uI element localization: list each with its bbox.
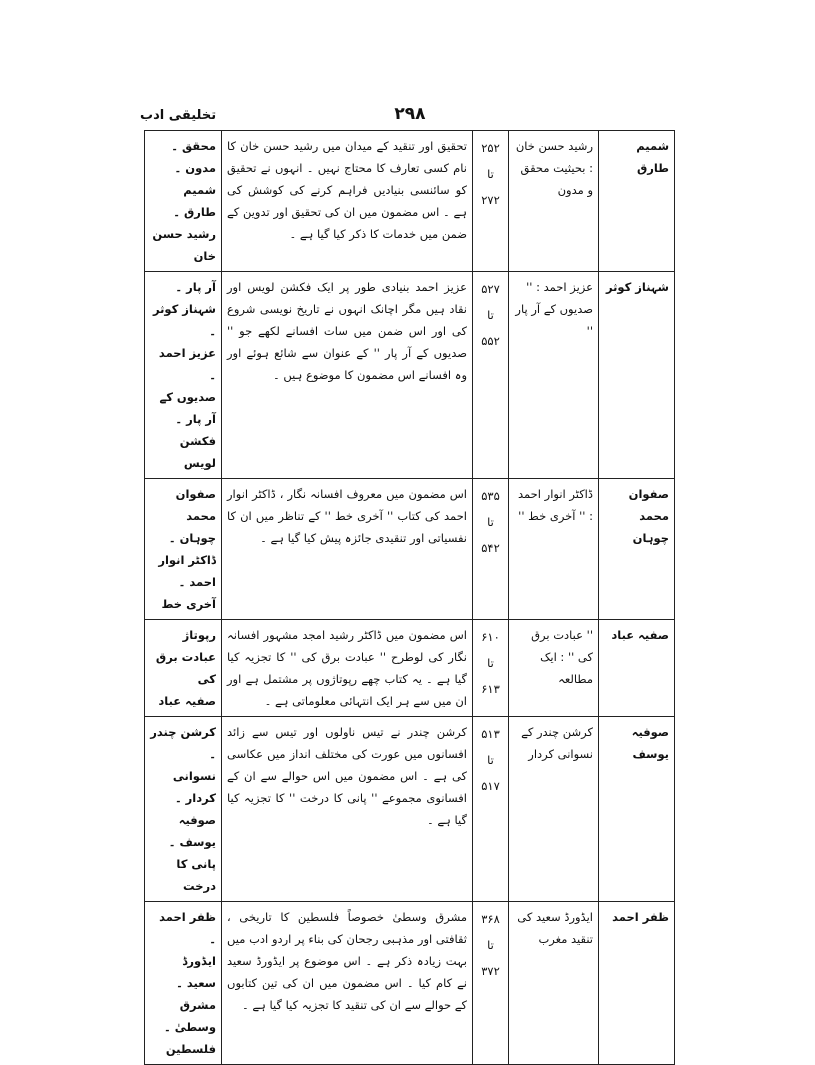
title-cell: ڈاکٹر انوار احمد : '' آخری خط '' <box>509 479 599 620</box>
page-to: ۵۱۷ <box>481 779 500 793</box>
title-cell: '' عبادت برق کی '' : ایک مطالعہ <box>509 620 599 717</box>
author-cell: صفیہ عباد <box>599 620 675 717</box>
keywords-cell <box>145 272 222 479</box>
pages-cell <box>473 717 509 902</box>
table-row <box>145 272 675 479</box>
page-to: ۳۷۲ <box>481 964 500 978</box>
keyword: رشید حسن خان <box>152 227 216 263</box>
page-to: ۲۷۲ <box>481 193 500 207</box>
title-cell: ایڈورڈ سعید کی تنقید مغرب <box>509 902 599 1065</box>
keyword: آر پار ۔ فکشن <box>175 412 216 448</box>
table-row <box>145 479 675 620</box>
keyword: شہناز کوثر ۔ <box>152 302 216 338</box>
title-cell: رشید حسن خان : بحیثیت محقق و مدون <box>509 131 599 272</box>
page-to-word: تا <box>487 938 494 952</box>
page-to: ۵۴۲ <box>481 541 500 555</box>
page-to-word: تا <box>487 753 494 767</box>
article-index-table <box>144 130 675 1065</box>
table-row <box>145 902 675 1065</box>
keyword: صوفیہ یوسف ۔ <box>168 813 216 849</box>
summary-cell: عزیز احمد بنیادی طور پر ایک فکشن لویس اور نقاد ہیں مگر اچانک انہوں نے تاریخ نویسی شروع کی اور اس ضمن میں سات افسانے لکھے جو '' صدیوں کے آر پار '' کے عنوان سے شائع ہوئے اور وہ افسانے اس مضمون کا موضوع ہیں ۔ <box>222 272 473 479</box>
pages-cell <box>473 902 509 1065</box>
keyword: ڈاکٹر انوار احمد ۔ <box>158 553 216 589</box>
table-body <box>145 131 675 1065</box>
author-cell: صفوان محمد چوہان <box>599 479 675 620</box>
pages-cell <box>473 620 509 717</box>
keyword: آخری خط <box>161 597 216 611</box>
page-to: ۶۱۳ <box>481 682 500 696</box>
summary-cell: تحقیق اور تنقید کے میدان میں رشید حسن خان کا نام کسی تعارف کا محتاج نہیں ۔ انہوں نے تحقیق کو سائنسی بنیادیں فراہم کرنے کی کوشش کی ہے ۔ اس مضمون میں ان کی تحقیق اور تدوین کے ضمن میں خدمات کا ذکر کیا گیا ہے ۔ <box>222 131 473 272</box>
keyword: ظفر احمد ۔ <box>159 910 216 946</box>
page-to: ۵۵۲ <box>481 334 500 348</box>
author-cell: صوفیہ یوسف <box>599 717 675 902</box>
page-to-word: تا <box>487 167 494 181</box>
page-from: ۵۱۳ <box>481 727 500 741</box>
pages-cell <box>473 131 509 272</box>
keywords-cell <box>145 131 222 272</box>
running-head: تخلیقی ادب <box>140 108 217 123</box>
keyword: صدیوں کے <box>159 390 216 404</box>
page-from: ۲۵۲ <box>481 141 500 155</box>
summary-cell: کرشن چندر نے تیس ناولوں اور تیس سے زائد افسانوں میں عورت کی مختلف انداز میں عکاسی کی ہے ۔ اس مضمون میں اس حوالے سے ان کے افسانوی مجموعے '' پانی کا درخت '' کا تجزیہ کیا گیا ہے ۔ <box>222 717 473 902</box>
author-cell: شمیم طارق <box>599 131 675 272</box>
page-from: ۳۶۸ <box>481 912 500 926</box>
keyword: آر پار ۔ <box>175 280 216 294</box>
page-to-word: تا <box>487 308 494 322</box>
page-from: ۶۱۰ <box>481 630 500 644</box>
keyword: فلسطین <box>165 1042 216 1056</box>
keywords-cell <box>145 717 222 902</box>
keyword: صفوان محمد <box>175 487 216 523</box>
keyword: کرشن چندر ۔ <box>150 725 216 761</box>
summary-cell: مشرق وسطیٰ خصوصاً فلسطین کا تاریخی ، ثقافتی اور مذہبی رجحان کی بناء پر اردو ادب میں بہت زیادہ ذکر ہے ۔ اس موضوع پر ایڈورڈ سعید نے کام کیا ۔ اس مضمون میں ان کی تین کتابوں کے حوالے سے ان کی تنقید کا تجزیہ کیا گیا ہے ۔ <box>222 902 473 1065</box>
keyword: رپوتاژ <box>182 628 216 642</box>
title-cell: عزیز احمد : '' صدیوں کے آر پار '' <box>509 272 599 479</box>
page-to-word: تا <box>487 656 494 670</box>
page-from: ۵۲۷ <box>481 282 500 296</box>
keywords-cell <box>145 620 222 717</box>
keyword: چوہان ۔ <box>168 531 216 545</box>
table-row <box>145 620 675 717</box>
keyword: ایڈورڈ سعید ۔ <box>176 954 216 990</box>
summary-cell: اس مضمون میں ڈاکٹر رشید امجد مشہور افسانہ نگار کی لوطرح '' عبادت برق کی '' کا تجزیہ کیا گیا ہے ۔ یہ کتاب چھے رپوتاژوں پر مشتمل ہے اور ان میں سے ہر ایک انتہائی معلوماتی ہے ۔ <box>222 620 473 717</box>
table-row <box>145 131 675 272</box>
keyword: مشرق وسطیٰ ۔ <box>163 998 216 1034</box>
summary-cell: اس مضمون میں معروف افسانہ نگار ، ڈاکٹر انوار احمد کی کتاب '' آخری خط '' کے تناظر میں ان کا نفسیاتی اور تنقیدی جائزہ پیش کیا گیا ہے ۔ <box>222 479 473 620</box>
table-row <box>145 717 675 902</box>
keyword: لویس <box>183 456 216 470</box>
keyword: عزیز احمد ۔ <box>158 346 216 382</box>
author-cell: شہناز کوثر <box>599 272 675 479</box>
keyword: نسوانی کردار ۔ <box>172 769 216 805</box>
title-cell: کرشن چندر کے نسوانی کردار <box>509 717 599 902</box>
keyword: عبادت برق کی <box>155 650 216 686</box>
keyword: پانی کا درخت <box>176 857 216 893</box>
keywords-cell <box>145 902 222 1065</box>
keyword: محقق ۔ مدون ۔ <box>171 139 216 175</box>
pages-cell <box>473 479 509 620</box>
pages-cell <box>473 272 509 479</box>
keyword: صفیہ عباد <box>158 694 216 708</box>
author-cell: ظفر احمد <box>599 902 675 1065</box>
page-number: ۲۹۸ <box>394 104 426 124</box>
page-to-word: تا <box>487 515 494 529</box>
page-from: ۵۳۵ <box>481 489 500 503</box>
keywords-cell <box>145 479 222 620</box>
keyword: شمیم طارق ۔ <box>173 183 216 219</box>
